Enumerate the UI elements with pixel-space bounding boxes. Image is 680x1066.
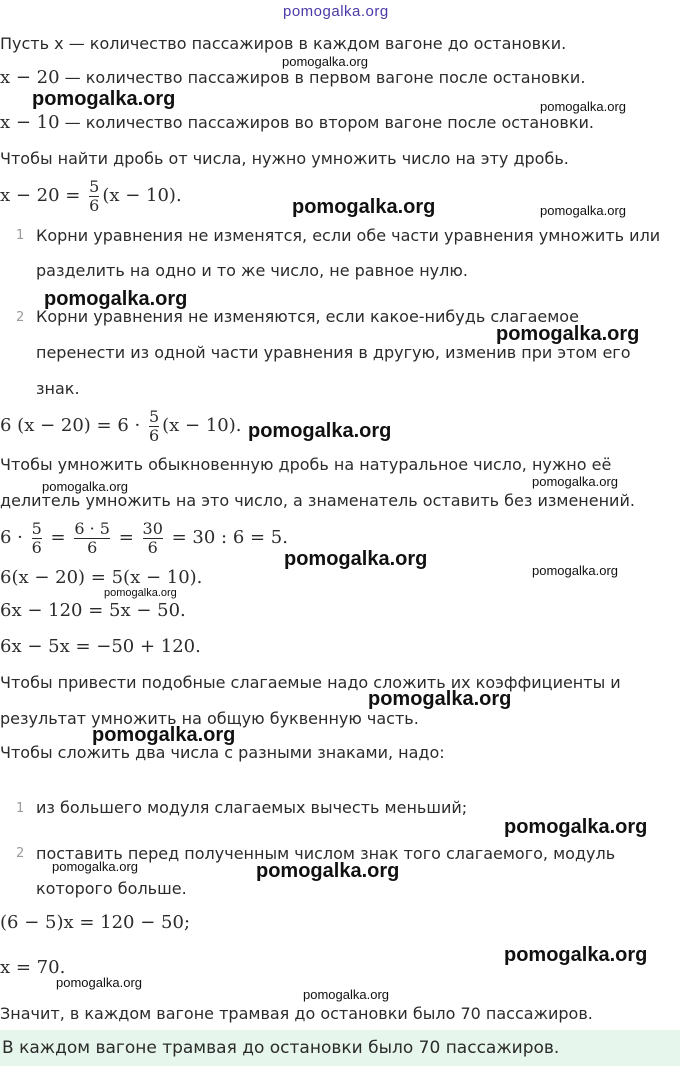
math-line	[0, 112, 594, 134]
list-item-text: разделить на одно и то же число, не равное нулю.	[36, 261, 468, 280]
watermark: pomogalka.org	[52, 859, 138, 874]
eq-right: (x − 10).	[162, 415, 242, 436]
answer-text: В каждом вагоне трамвая до остановки было 70 пассажиров.	[2, 1038, 560, 1058]
watermark: pomogalka.org	[44, 288, 188, 310]
fraction	[32, 520, 42, 557]
list-number: 2	[16, 310, 25, 325]
fraction	[74, 520, 110, 557]
list-number: 1	[16, 228, 25, 243]
watermark: pomogalka.org	[56, 975, 142, 990]
eq-part: = 30 : 6 = 5.	[171, 527, 288, 548]
watermark-top: pomogalka.org	[283, 3, 389, 20]
watermark: pomogalka.org	[303, 987, 389, 1002]
frac-num: 5	[148, 406, 160, 426]
math-expr: x − 20	[0, 67, 60, 88]
conclusion-text: Значит, в каждом вагоне трамвая до остановки было 70 пассажиров.	[0, 1004, 593, 1023]
frac-num: 6 · 5	[74, 518, 110, 538]
equation-1	[0, 172, 182, 220]
equation-8: x = 70.	[0, 957, 66, 978]
watermark: pomogalka.org	[42, 479, 128, 494]
text-line: Чтобы сложить два числа с разными знаками, надо:	[0, 743, 445, 762]
text: — количество пассажиров во втором вагоне после остановки.	[59, 113, 595, 132]
watermark: pomogalka.org	[532, 563, 618, 578]
text-line: Пусть x — количество пассажиров в каждом вагоне до остановки.	[0, 34, 567, 53]
frac-den: 6	[148, 425, 160, 445]
frac-den: 6	[89, 195, 100, 215]
text-line: Чтобы найти дробь от числа, нужно умножить число на эту дробь.	[0, 149, 569, 168]
math-expr: x − 10	[0, 112, 60, 133]
frac-num: 5	[89, 176, 100, 196]
list-item-text: которого больше.	[36, 879, 187, 898]
equation-7: (6 − 5)x = 120 − 50;	[0, 912, 191, 933]
watermark: pomogalka.org	[540, 99, 626, 114]
equation-2	[0, 402, 242, 450]
text-line: Чтобы умножить обыкновенную дробь на натуральное число, нужно её	[0, 455, 612, 474]
equation-5: 6x − 120 = 5x − 50.	[0, 600, 186, 621]
equation-3: 6 · $\frac{5}{6}$ = $\frac{6 \cdot 5}{6}$ = $\frac{30}{6}$ = 30 : 6 = 5.	[0, 518, 288, 557]
equation-4: 6(x − 20) = 5(x − 10).	[0, 567, 203, 588]
list-item-text: из большего модуля слагаемых вычесть меньший;	[36, 798, 468, 817]
watermark: pomogalka.org	[282, 54, 368, 69]
watermark: pomogalka.org	[292, 196, 436, 218]
watermark: pomogalka.org	[496, 323, 640, 345]
watermark: pomogalka.org	[104, 587, 177, 599]
watermark: pomogalka.org	[532, 474, 618, 489]
frac-den: 6	[31, 537, 42, 557]
list-number: 1	[16, 801, 25, 816]
eq-part: 6 ·	[0, 527, 23, 548]
frac-num: 5	[31, 518, 42, 538]
watermark: pomogalka.org	[248, 420, 392, 442]
list-item-text: Корни уравнения не изменятся, если обе части уравнения умножить или	[36, 226, 661, 245]
fraction	[89, 178, 99, 215]
eq-left: 6 (x − 20) = 6 ·	[0, 415, 141, 436]
answer-box	[0, 1030, 680, 1066]
watermark: pomogalka.org	[32, 88, 176, 110]
watermark: pomogalka.org	[368, 688, 512, 710]
watermark: pomogalka.org	[284, 548, 428, 570]
text: — количество пассажиров в первом вагоне после остановки.	[59, 68, 586, 87]
watermark: pomogalka.org	[504, 816, 648, 838]
list-item-text: знак.	[36, 379, 80, 398]
watermark: pomogalka.org	[256, 860, 400, 882]
frac-den: 6	[143, 538, 163, 557]
text-line: делитель умножить на это число, а знаменатель оставить без изменений.	[0, 491, 635, 510]
text-line: результат умножить на общую буквенную часть.	[0, 709, 419, 728]
text-line: Чтобы привести подобные слагаемые надо сложить их коэффициенты и	[0, 673, 621, 692]
watermark: pomogalka.org	[92, 724, 236, 746]
watermark: pomogalka.org	[540, 203, 626, 218]
list-item-text: Корни уравнения не изменяются, если какое-нибудь слагаемое	[36, 307, 579, 326]
eq-left: x − 20 =	[0, 185, 81, 206]
math-line	[0, 67, 585, 89]
frac-num: 30	[142, 518, 163, 538]
eq-right: (x − 10).	[102, 185, 182, 206]
watermark: pomogalka.org	[504, 944, 648, 966]
list-item-text: перенести из одной части уравнения в другую, изменив при этом его	[36, 343, 631, 362]
frac-den: 6	[74, 538, 110, 557]
list-item-text: поставить перед полученным числом знак того слагаемого, модуль	[36, 844, 616, 863]
list-number: 2	[16, 846, 25, 861]
fraction	[143, 520, 163, 557]
fraction	[149, 408, 159, 445]
equation-6: 6x − 5x = −50 + 120.	[0, 636, 201, 657]
